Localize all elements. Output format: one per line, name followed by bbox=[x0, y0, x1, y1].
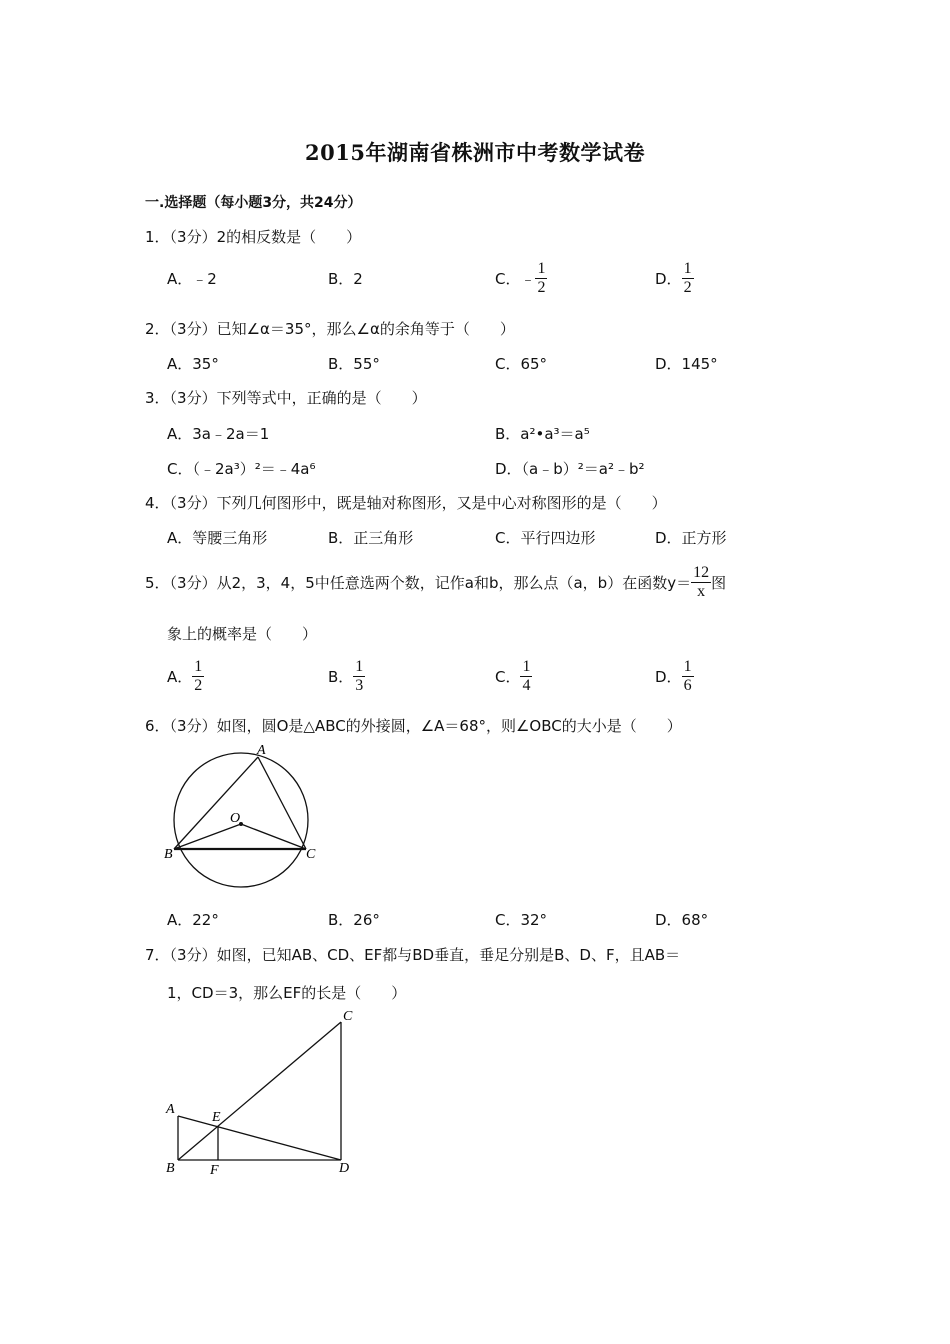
question-4-stem: 4．（3分）下列几何图形中，既是轴对称图形，又是中心对称图形的是（ ） bbox=[145, 494, 667, 512]
q1-option-d bbox=[655, 260, 694, 297]
segment-ad bbox=[178, 1116, 341, 1160]
q6-option-c: C．32° bbox=[495, 911, 548, 929]
segment-ab bbox=[174, 757, 258, 849]
q6-circle-figure bbox=[160, 740, 340, 900]
label-a: A bbox=[166, 1102, 175, 1117]
question-5-stem bbox=[145, 564, 726, 601]
label-c: C bbox=[343, 1009, 353, 1024]
q5-function-fraction: $\frac{12}{x}$ bbox=[693, 564, 710, 600]
question-2-stem: 2．（3分）已知∠α＝35°，那么∠α的余角等于（ ） bbox=[145, 320, 515, 338]
label-f: F bbox=[210, 1163, 219, 1178]
q7-similar-triangles-figure bbox=[160, 1005, 360, 1185]
q5-option-d: D． $\frac{1}{6}$ bbox=[655, 658, 692, 694]
label-b: B bbox=[164, 847, 173, 862]
q4-option-a: A．等腰三角形 bbox=[167, 529, 268, 547]
q1-option-c-fraction: $\frac{1}{2}$ bbox=[537, 260, 546, 296]
question-1-stem: 1．（3分）2的相反数是（ ） bbox=[145, 228, 362, 246]
segment-ob bbox=[174, 824, 241, 849]
q5-stem-tail: 图 bbox=[711, 574, 727, 592]
segment-oc bbox=[241, 824, 306, 849]
q5-option-a: A． $\frac{1}{2}$ bbox=[167, 658, 203, 694]
q2-option-b: B．55° bbox=[328, 355, 380, 373]
q6-option-d: D．68° bbox=[655, 911, 709, 929]
label-d: D bbox=[339, 1161, 350, 1176]
page-title: 2015年湖南省株洲市中考数学试卷 bbox=[305, 140, 645, 165]
question-5-stem-line2: 象上的概率是（ ） bbox=[167, 625, 318, 643]
section-heading: 一.选择题（每小题3分，共24分） bbox=[145, 195, 362, 211]
label-e: E bbox=[212, 1110, 221, 1125]
q6-option-a: A．22° bbox=[167, 911, 219, 929]
question-7-stem-line2: 1，CD＝3，那么EF的长是（ ） bbox=[167, 984, 407, 1002]
q3-option-d: D．（a﹣b）²＝a²﹣b² bbox=[495, 460, 645, 478]
q1-option-b: B．2 bbox=[328, 270, 363, 288]
q5-option-b: B． $\frac{1}{3}$ bbox=[328, 658, 364, 694]
q1-option-d-label: D． bbox=[655, 270, 682, 288]
label-c: C bbox=[306, 847, 316, 862]
q5-option-c: C． $\frac{1}{4}$ bbox=[495, 658, 531, 694]
q2-option-c: C．65° bbox=[495, 355, 548, 373]
q4-option-b: B．正三角形 bbox=[328, 529, 414, 547]
question-6-stem: 6．（3分）如图，圆O是△ABC的外接圆，∠A＝68°，则∠OBC的大小是（ ） bbox=[145, 717, 682, 735]
q3-option-b: B．a²•a³＝a⁵ bbox=[495, 425, 590, 443]
circumcircle bbox=[174, 753, 308, 887]
label-a: A bbox=[257, 743, 266, 758]
q1-option-d-fraction: $\frac{1}{2}$ bbox=[683, 260, 692, 296]
q1-option-c bbox=[495, 260, 547, 297]
q2-option-a: A．35° bbox=[167, 355, 219, 373]
q1-option-c-label: C．﹣ bbox=[495, 270, 536, 288]
q3-option-a: A．3a﹣2a＝1 bbox=[167, 425, 270, 443]
q1-option-a: A．﹣2 bbox=[167, 270, 217, 288]
segment-bc bbox=[178, 1022, 341, 1160]
question-3-stem: 3．（3分）下列等式中，正确的是（ ） bbox=[145, 389, 427, 407]
question-7-stem: 7．（3分）如图，已知AB、CD、EF都与BD垂直，垂足分别是B、D、F，且AB＝ bbox=[145, 946, 681, 964]
q6-option-b: B．26° bbox=[328, 911, 380, 929]
q3-option-c: C．（﹣2a³）²＝﹣4a⁶ bbox=[167, 460, 316, 478]
q5-stem-text: 5．（3分）从2，3，4，5中任意选两个数，记作a和b，那么点（a，b）在函数y＝ bbox=[145, 574, 692, 592]
label-b: B bbox=[166, 1161, 175, 1176]
q4-option-c: C．平行四边形 bbox=[495, 529, 596, 547]
segment-ac bbox=[258, 757, 306, 849]
q2-option-d: D．145° bbox=[655, 355, 718, 373]
q4-option-d: D．正方形 bbox=[655, 529, 727, 547]
label-o: O bbox=[230, 811, 241, 826]
